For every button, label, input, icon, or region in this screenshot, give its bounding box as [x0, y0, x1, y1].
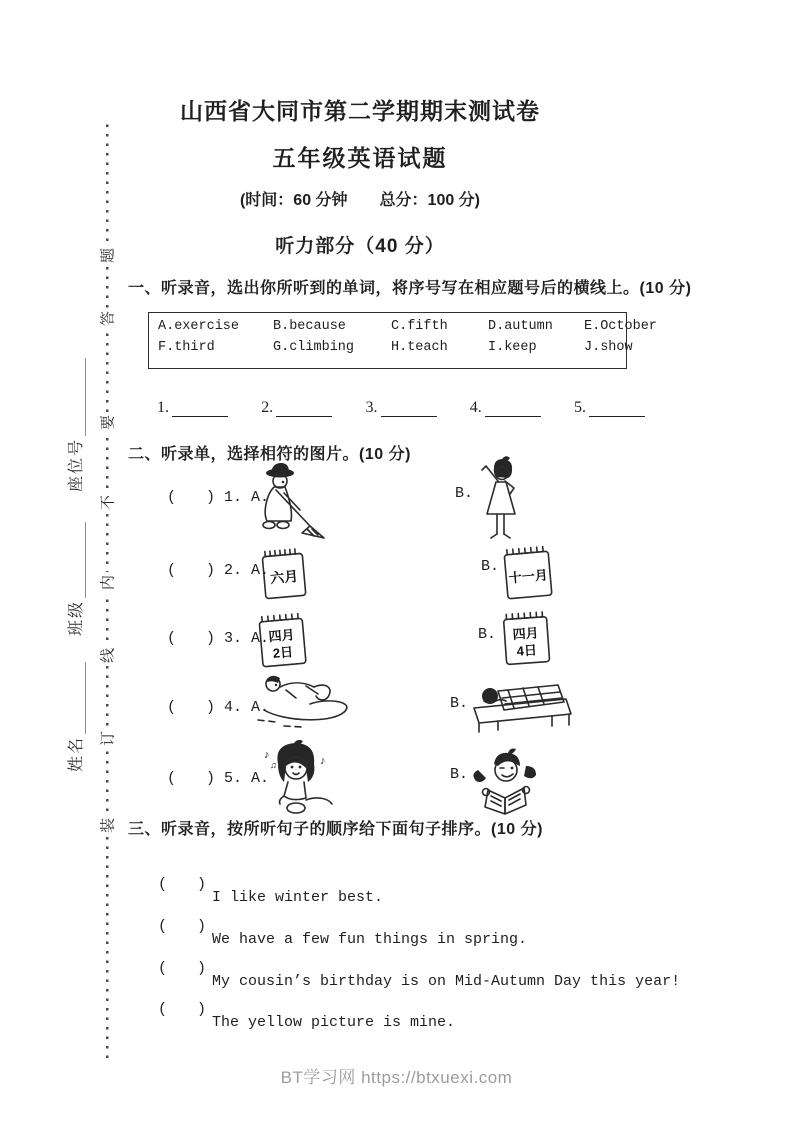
answer-bracket[interactable]: ( ): [158, 918, 207, 935]
answer-blank-5[interactable]: [589, 400, 645, 417]
answer-number: 5.: [574, 399, 586, 416]
site-watermark: BT学习网 https://btxuexi.com: [280, 1068, 513, 1087]
word-option: D.autumn: [488, 319, 553, 334]
sentence-text: The yellow picture is mine.: [212, 1014, 456, 1031]
question-bracket-and-option-a[interactable]: ( ) 2. A.: [167, 562, 270, 579]
answer-number: 3.: [365, 399, 378, 416]
svg-text:4日: 4日: [516, 642, 538, 659]
section-one-heading: 一、听录音，选出你所听到的单词，将序号写在相应题号后的横线上。(10 分): [128, 280, 692, 297]
option-b-label[interactable]: B.: [455, 485, 474, 502]
binding-char: 订: [97, 728, 118, 749]
girl-singing-illustration: [254, 738, 338, 822]
option-b-label[interactable]: B.: [481, 558, 500, 575]
answer-bracket[interactable]: ( ): [158, 1001, 207, 1018]
boy-sliding-illustration: [254, 670, 360, 732]
person-sleeping-in-bed-illustration: [468, 674, 576, 734]
binding-char: 装: [97, 815, 118, 836]
word-option: I.keep: [488, 340, 537, 355]
calendar-april-4-illustration: [500, 609, 554, 669]
question-row-1: [0, 458, 793, 550]
word-option: C.fifth: [391, 319, 448, 334]
question-row-4: [0, 670, 793, 734]
answer-bracket[interactable]: ( ): [158, 876, 207, 893]
calendar-june-illustration: [258, 546, 310, 604]
binding-char: 题: [97, 245, 118, 266]
sentence-text: My cousin’s birthday is on Mid-Autumn Day this year!: [212, 973, 681, 990]
binding-char: 内: [97, 572, 118, 593]
paper-subtitle: 五年级英语试题: [272, 145, 448, 171]
sentence-text: I like winter best.: [212, 889, 384, 906]
time-and-score-info: (时间：60 分钟 总分：100 分): [239, 192, 481, 209]
seat-number-label: 座位号: [68, 437, 85, 492]
question-row-5: [0, 735, 793, 822]
word-choice-box: [148, 312, 657, 369]
answer-number: 1.: [157, 399, 169, 416]
option-b-label[interactable]: B.: [478, 626, 497, 643]
word-option: A.exercise: [158, 319, 240, 334]
answer-number: 2.: [261, 399, 274, 416]
girl-sweeping-illustration: [254, 460, 328, 546]
question-row-2: [0, 546, 793, 608]
svg-text:六月: 六月: [269, 567, 299, 587]
word-option: B.because: [273, 319, 346, 334]
answer-blank-4[interactable]: [485, 400, 541, 417]
binding-char: 答: [97, 308, 118, 329]
question-bracket-and-option-a[interactable]: ( ) 1. A.: [167, 489, 270, 506]
svg-text:♪: ♪: [264, 749, 270, 761]
binding-char: 线: [97, 645, 118, 666]
svg-text:四月: 四月: [512, 625, 540, 642]
answer-bracket[interactable]: ( ): [158, 960, 207, 977]
word-option: E.October: [584, 319, 657, 334]
calendar-april-2-illustration: [256, 611, 310, 671]
section-two-heading: 二、听录单，选择相符的图片。(10 分): [128, 446, 411, 463]
word-option: J.show: [584, 340, 633, 355]
binding-char: 要: [97, 412, 118, 433]
answer-number: 4.: [469, 399, 482, 416]
answer-blanks-row: [157, 399, 645, 417]
question-row-3: [0, 611, 793, 673]
girl-dancing-illustration: [472, 456, 528, 548]
ordering-sentence-line: [0, 980, 456, 1048]
svg-text:四月: 四月: [267, 627, 296, 645]
question-bracket-and-option-a[interactable]: ( ) 5. A.: [167, 770, 270, 787]
sentence-text: We have a few fun things in spring.: [212, 931, 528, 948]
svg-text:♫: ♫: [270, 760, 277, 770]
binding-char: 不: [97, 492, 118, 513]
answer-blank-2[interactable]: [276, 400, 332, 417]
answer-blank-3[interactable]: [381, 400, 437, 417]
word-option: H.teach: [391, 340, 448, 355]
svg-text:十一月: 十一月: [508, 567, 549, 586]
question-bracket-and-option-a[interactable]: ( ) 4. A.: [167, 699, 270, 716]
listening-part-header: 听力部分（40 分）: [275, 236, 445, 257]
svg-text:2日: 2日: [272, 644, 294, 661]
svg-text:♪: ♪: [320, 755, 326, 767]
seat-number-blank-line[interactable]: [71, 358, 86, 436]
section-three-heading: 三、听录音，按所听句子的顺序给下面句子排序。(10 分): [128, 821, 543, 838]
class-label: 班级: [68, 599, 85, 636]
answer-blank-1[interactable]: [172, 400, 228, 417]
option-b-label[interactable]: B.: [450, 766, 469, 783]
paper-title: 山西省大同市第二学期期末测试卷: [180, 98, 540, 124]
question-bracket-and-option-a[interactable]: ( ) 3. A.: [167, 630, 270, 647]
name-label: 姓名: [68, 735, 85, 772]
girl-reading-illustration: [468, 748, 544, 820]
calendar-november-illustration: [500, 544, 556, 604]
word-option: G.climbing: [273, 340, 355, 355]
option-b-label[interactable]: B.: [450, 695, 469, 712]
word-option: F.third: [158, 340, 215, 355]
